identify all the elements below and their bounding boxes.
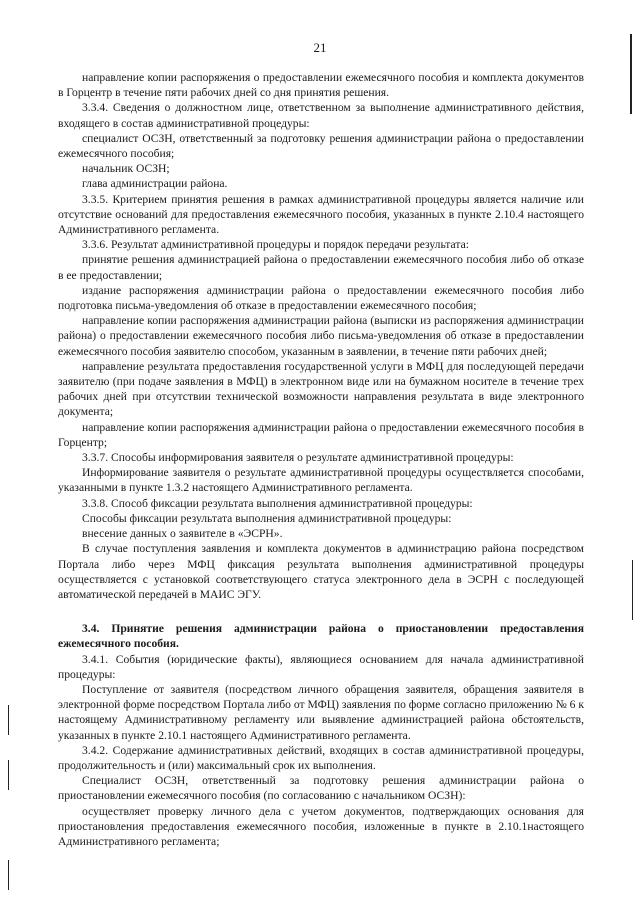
document-body	[58, 70, 584, 849]
paragraph: глава администрации района.	[82, 177, 228, 191]
paragraph: направление копии распоряжения администрации района о предоставлении ежемесячного пособия в Горцентр;	[58, 420, 584, 449]
paragraph: осуществляет проверку личного дела с учетом документов, подтверждающих основания для приостановления предоставления ежемесячного пособия, изложенные в пункте в 2.10.1настоящего Административного регламента;	[58, 804, 584, 848]
paragraph: Специалист ОСЗН, ответственный за подготовку решения администрации района о приостановлении ежемесячного пособия (по согласованию с начальником ОСЗН):	[58, 774, 584, 803]
paragraph: 3.3.6. Результат административной процедуры и порядок передачи результата:	[82, 238, 469, 252]
paragraph: специалист ОСЗН, ответственный за подготовку решения администрации района о предоставлении ежемесячного пособия;	[58, 131, 584, 161]
scan-edge-line	[632, 560, 633, 620]
page-number: 21	[313, 40, 327, 55]
paragraph: внесение данных о заявителе в «ЭСРН».	[82, 527, 283, 541]
paragraph: 3.3.7. Способы информирования заявителя о результате административной процедуры:	[82, 451, 514, 465]
section-heading: 3.4. Принятие решения администрации района о приостановлении предоставления ежемесячного пособия.	[58, 622, 584, 651]
paragraph: направление копии распоряжения о предоставлении ежемесячного пособия и комплекта документов в Горцентр в течение пяти рабочих дней со дня принятия решения.	[58, 71, 584, 100]
paragraph: 3.3.8. Способ фиксации результата выполнения административной процедуры:	[82, 496, 473, 510]
paragraph: направление копии распоряжения администрации района (выписки из распоряжения администрации района) о предоставлении ежемесячного пособия либо письма-уведомления об отказе в предоставлении ежемесячного пособия заявителю способом, указанным в заявлении, в течение пяти рабочих дней;	[58, 314, 584, 358]
scan-edge-line	[630, 34, 632, 114]
paragraph: В случае поступления заявления и комплекта документов в администрацию района посредством Портала либо через МФЦ фиксация результата выполнения административной процедуры осуществляется с установкой соответствующего статуса электронного дела в ЭСРН с последующей автоматической передачей в МАИС ЭГУ.	[58, 542, 584, 601]
scan-edge-line	[8, 860, 9, 890]
paragraph: начальник ОСЗН;	[82, 162, 170, 176]
paragraph: 3.4.2. Содержание административных действий, входящих в состав административной процедуры, продолжительность и (или) максимальный срок их выполнения.	[58, 743, 584, 772]
paragraph: Поступление от заявителя (посредством личного обращения заявителя, обращения заявителя в электронной форме посредством Портала либо от МФЦ) заявления по форме согласно приложению № 6 к настоящему Административному регламенту или выявление администрацией района обстоятельств, указанных в пункте 2.10.1 настоящего Административного регламента.	[58, 682, 584, 742]
paragraph: принятие решения администрацией района о предоставлении ежемесячного пособия либо об отказе в ее предоставлении;	[58, 253, 584, 282]
paragraph: 3.4.1. События (юридические факты), являющиеся основанием для начала административной процедуры:	[58, 652, 584, 681]
scan-edge-line	[8, 760, 9, 790]
paragraph: издание распоряжения администрации района о предоставлении ежемесячного пособия либо подготовка письма-уведомления об отказе в предоставлении ежемесячного пособия;	[58, 283, 584, 313]
scan-edge-line	[8, 705, 9, 735]
paragraph: направление результата предоставления государственной услуги в МФЦ для последующей передачи заявителю (при подаче заявления в МФЦ) в электронном виде или на бумажном носителе в течение трех рабочих дней при отсутствии технической возможности направления результата в виде электронного документа;	[58, 359, 584, 419]
paragraph: Информирование заявителя о результате административной процедуры осуществляется способами, указанными в пункте 1.3.2 настоящего Административного регламента.	[58, 466, 584, 495]
paragraph: 3.3.4. Сведения о должностном лице, ответственном за выполнение административного действия, входящего в состав административной процедуры:	[58, 101, 584, 130]
paragraph: 3.3.5. Критерием принятия решения в рамках административной процедуры является наличие или отсутствие оснований для предоставления ежемесячного пособия, указанных в пункте 2.10.4 настоящего Административного регламента.	[58, 192, 584, 237]
paragraph: Способы фиксации результата выполнения административной процедуры:	[82, 511, 452, 525]
